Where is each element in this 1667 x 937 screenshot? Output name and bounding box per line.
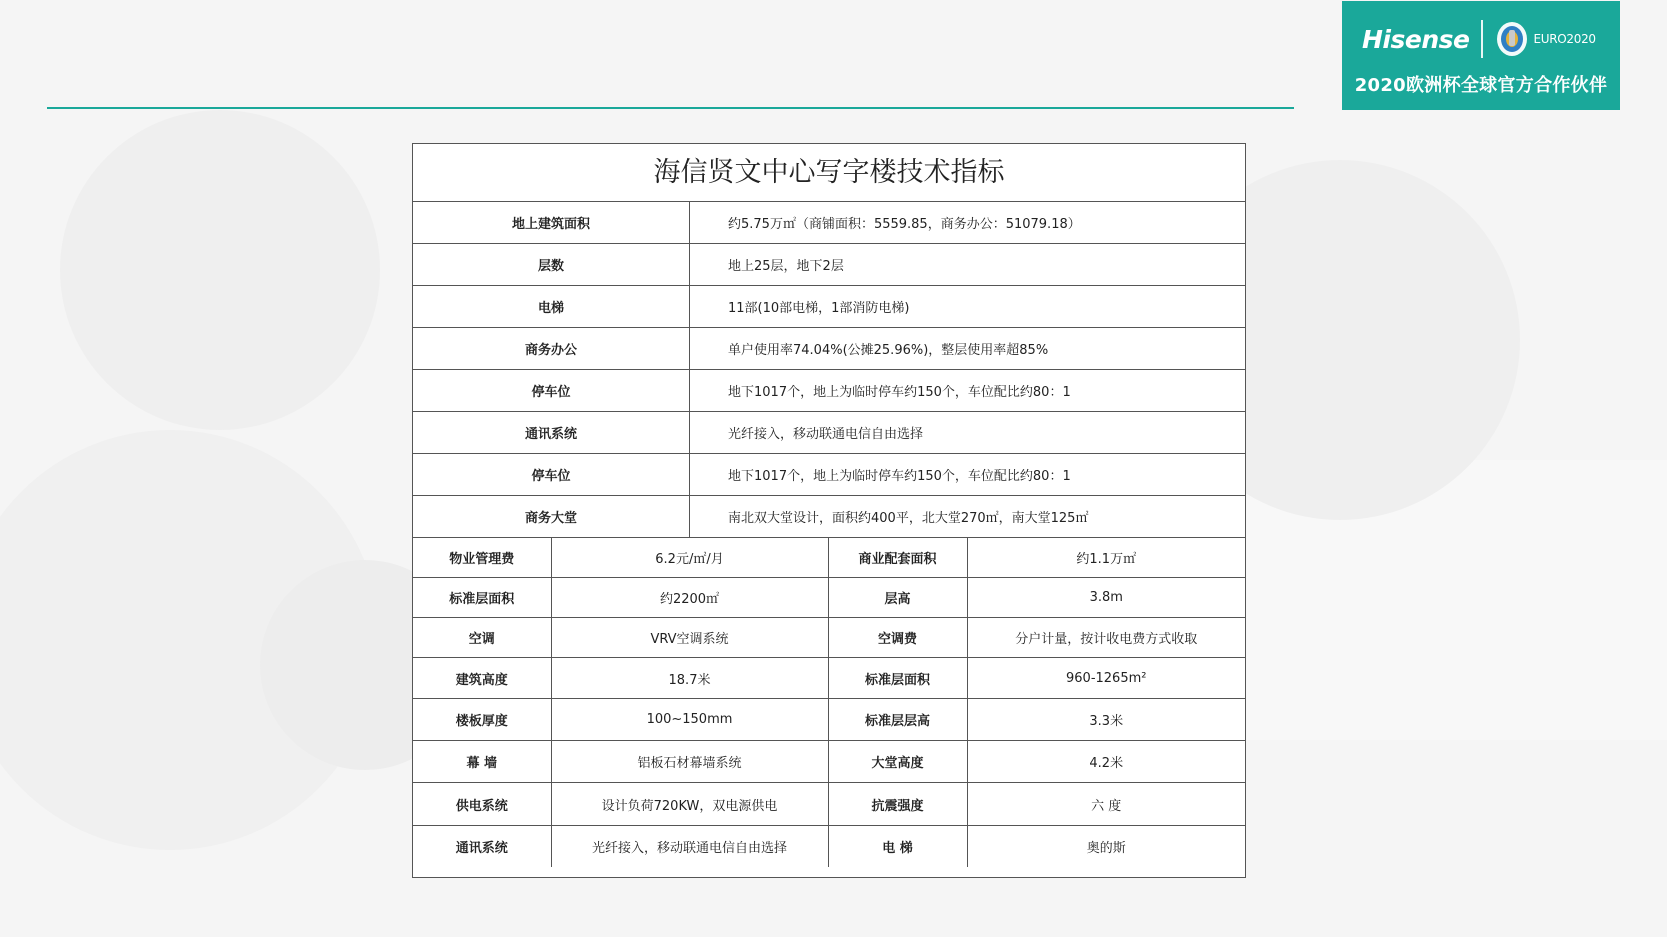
row-value-right: 3.3米 xyxy=(967,699,1245,741)
table-row xyxy=(413,578,1245,618)
row-value: 地上25层，地下2层 xyxy=(690,244,1246,286)
spec-table-top xyxy=(413,202,1245,537)
row-value-right: 六 度 xyxy=(967,783,1245,826)
row-label-left: 幕 墙 xyxy=(413,741,551,783)
spec-sheet xyxy=(412,143,1246,878)
row-value-right: 约1.1万㎡ xyxy=(967,538,1245,578)
row-label: 地上建筑面积 xyxy=(413,202,690,244)
row-label: 停车位 xyxy=(413,370,690,412)
row-value-right: 960-1265m² xyxy=(967,658,1245,699)
logo-divider xyxy=(1481,20,1483,58)
table-row xyxy=(413,741,1245,783)
row-value-left: 6.2元/㎡/月 xyxy=(551,538,828,578)
row-value: 地下1017个，地上为临时停车约150个，车位配比约80：1 xyxy=(690,370,1246,412)
row-label-left: 标准层面积 xyxy=(413,578,551,618)
row-label-right: 大堂高度 xyxy=(828,741,967,783)
table-row xyxy=(413,783,1245,826)
trophy-icon xyxy=(1495,20,1529,58)
row-label: 停车位 xyxy=(413,454,690,496)
row-label-right: 商业配套面积 xyxy=(828,538,967,578)
row-value-left: 设计负荷720KW，双电源供电 xyxy=(551,783,828,826)
row-value: 南北双大堂设计，面积约400平，北大堂270㎡，南大堂125㎡ xyxy=(690,496,1246,538)
row-label: 层数 xyxy=(413,244,690,286)
row-value-right: 4.2米 xyxy=(967,741,1245,783)
row-label-left: 物业管理费 xyxy=(413,538,551,578)
row-label: 商务大堂 xyxy=(413,496,690,538)
table-row xyxy=(413,826,1245,868)
table-row xyxy=(413,328,1245,370)
event-label: EURO2020 xyxy=(1533,32,1596,46)
brand-tagline: 2020欧洲杯全球官方合作伙伴 xyxy=(1354,75,1608,96)
row-value-left: 光纤接入，移动联通电信自由选择 xyxy=(551,826,828,868)
row-label-right: 层高 xyxy=(828,578,967,618)
row-label: 通讯系统 xyxy=(413,412,690,454)
row-label-right: 电 梯 xyxy=(828,826,967,868)
table-row xyxy=(413,454,1245,496)
row-value-right: 奥的斯 xyxy=(967,826,1245,868)
header-rule xyxy=(47,107,1294,109)
sheet-title: 海信贤文中心写字楼技术指标 xyxy=(413,144,1245,202)
row-value-left: VRV空调系统 xyxy=(551,618,828,658)
row-label-left: 空调 xyxy=(413,618,551,658)
spec-table-grid xyxy=(413,538,1245,867)
table-row xyxy=(413,202,1245,244)
table-row xyxy=(413,496,1245,538)
row-value-left: 100~150mm xyxy=(551,699,828,741)
row-value: 光纤接入，移动联通电信自由选择 xyxy=(690,412,1246,454)
table-row xyxy=(413,286,1245,328)
row-value-left: 18.7米 xyxy=(551,658,828,699)
row-label: 电梯 xyxy=(413,286,690,328)
row-label-right: 空调费 xyxy=(828,618,967,658)
table-row xyxy=(413,370,1245,412)
row-value-right: 3.8m xyxy=(967,578,1245,618)
table-row xyxy=(413,244,1245,286)
row-label-right: 标准层层高 xyxy=(828,699,967,741)
table-row xyxy=(413,538,1245,578)
row-value-left: 铝板石材幕墙系统 xyxy=(551,741,828,783)
row-value: 约5.75万㎡（商铺面积：5559.85，商务办公：51079.18） xyxy=(690,202,1246,244)
table-row xyxy=(413,658,1245,699)
row-value: 地下1017个，地上为临时停车约150个，车位配比约80：1 xyxy=(690,454,1246,496)
row-value-right: 分户计量，按计收电费方式收取 xyxy=(967,618,1245,658)
brand-logo: Hisense xyxy=(1362,24,1470,54)
row-label-right: 标准层面积 xyxy=(828,658,967,699)
table-row xyxy=(413,412,1245,454)
brand-banner xyxy=(1342,1,1620,110)
table-row xyxy=(413,618,1245,658)
row-label: 商务办公 xyxy=(413,328,690,370)
row-label-left: 供电系统 xyxy=(413,783,551,826)
row-label-right: 抗震强度 xyxy=(828,783,967,826)
row-value: 11部(10部电梯，1部消防电梯) xyxy=(690,286,1246,328)
row-label-left: 通讯系统 xyxy=(413,826,551,868)
row-label-left: 楼板厚度 xyxy=(413,699,551,741)
table-row xyxy=(413,699,1245,741)
row-value-left: 约2200㎡ xyxy=(551,578,828,618)
row-label-left: 建筑高度 xyxy=(413,658,551,699)
row-value: 单户使用率74.04%(公摊25.96%)，整层使用率超85% xyxy=(690,328,1246,370)
